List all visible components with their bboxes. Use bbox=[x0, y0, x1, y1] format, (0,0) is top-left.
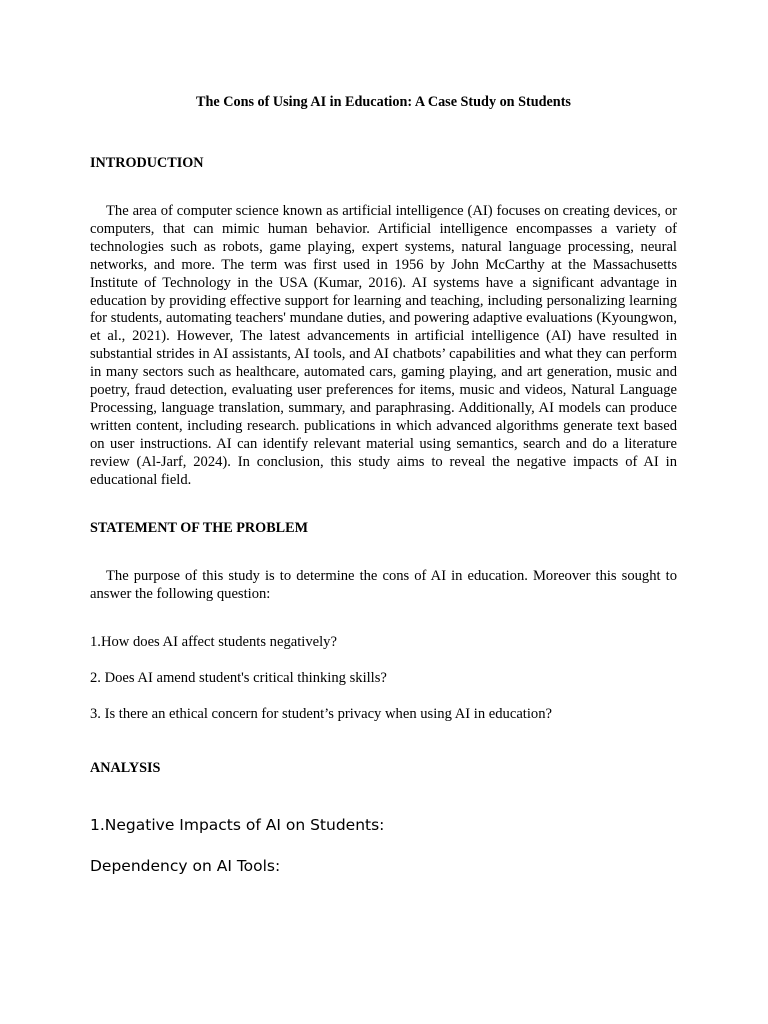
document-title: The Cons of Using AI in Education: A Case Study on Students bbox=[196, 94, 571, 110]
analysis-subheading: 1.Negative Impacts of AI on Students: bbox=[90, 816, 385, 834]
statement-paragraph: The purpose of this study is to determine the cons of AI in education. Moreover this sought to answer the following question: bbox=[90, 568, 677, 602]
question-2: 2. Does AI amend student's critical thinking skills? bbox=[90, 670, 387, 686]
analysis-heading: ANALYSIS bbox=[90, 760, 161, 776]
analysis-subsubheading: Dependency on AI Tools: bbox=[90, 857, 281, 875]
question-1: 1.How does AI affect students negatively? bbox=[90, 634, 337, 650]
introduction-heading: INTRODUCTION bbox=[90, 155, 204, 171]
statement-heading: STATEMENT OF THE PROBLEM bbox=[90, 520, 308, 536]
introduction-paragraph: The area of computer science known as artificial intelligence (AI) focuses on creating devices, or computers, that can mimic human behavior. Artificial intelligence encompasses a variety of technologies such as robots, game playing, expert systems, natural language processing, neural networks, and more. The term was first used in 1956 by John McCarthy at the Massachusetts Institute of Technology in the USA (Kumar, 2016). AI systems have a significant advantage in education by providing effective support for learning and teaching, including personalizing learning for students, automating teachers' mundane duties, and powering adaptive evaluations (Kyoungwon, et al., 2021). However, The latest advancements in artificial intelligence (AI) have resulted in substantial strides in AI assistants, AI tools, and AI chatbots’ capabilities and what they can perform in many sectors such as healthcare, automated cars, gaming playing, and art generation, music and poetry, fraud detection, evaluating user preferences for items, music and videos, Natural Language Processing, language translation, summary, and paraphrasing. Additionally, AI models can produce written content, including research. publications in which advanced algorithms generate text based on user instructions. AI can identify relevant material using semantics, search and do a literature review (Al-Jarf, 2024). In conclusion, this study aims to reveal the negative impacts of AI in educational field. bbox=[90, 203, 677, 488]
question-3: 3. Is there an ethical concern for student’s privacy when using AI in education? bbox=[90, 706, 552, 722]
